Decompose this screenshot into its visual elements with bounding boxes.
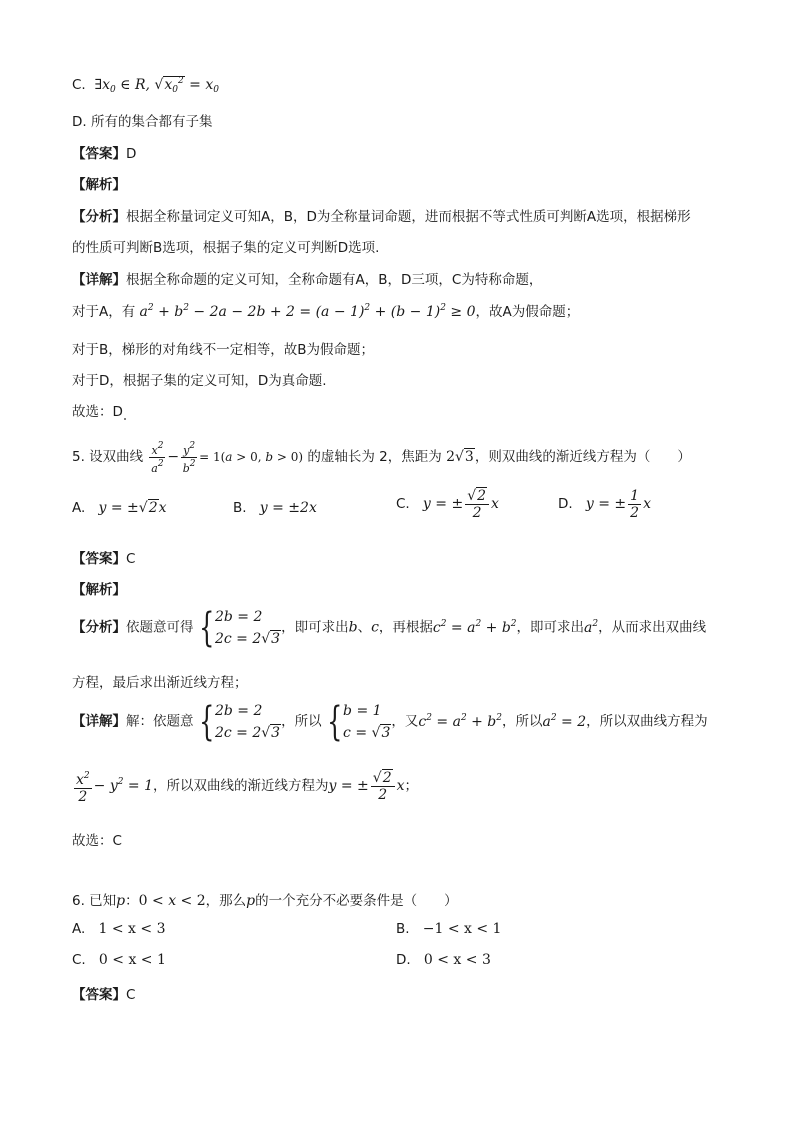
q4-xiangjie-line1: 【详解】根据全称命题的定义可知，全称命题有A，B，D三项，C为特称命题， — [72, 272, 543, 288]
q6-option-a: A. 1 < x < 3 — [72, 921, 166, 937]
q6-option-b: B. −1 < x < 1 — [396, 921, 502, 937]
q4-option-d: D. 所有的集合都有子集 — [72, 114, 213, 130]
q5-frac-y: $\frac{y^2}{b^2}$ — [182, 441, 196, 475]
q6-option-d: D. 0 < x < 3 — [396, 952, 491, 968]
q4-fenxi-line2: 的性质可判断B选项，根据子集的定义可判断D选项. — [72, 240, 380, 256]
q4-case-a: 对于A，有 $a^2 + b^2 - 2a - 2b + 2 = (a - 1)^2 + (b - 1)^2 \ge 0$，故A为假命题； — [72, 303, 580, 320]
q5-option-c: C. y = ± $\frac{√2}{2}$ x — [396, 488, 499, 521]
stray-dot — [124, 418, 126, 420]
q5-option-d: D. y = ± $\frac{1}{2}$ x — [558, 488, 651, 521]
q4-analysis-heading: 【解析】 — [72, 177, 126, 193]
q4-option-c: C. $\exists x_0$ ∈ R, $√x_0^2 = x_0$ — [72, 76, 219, 95]
q5-fenxi-line1: 【分析】依题意可得 { 2b = 2 2c = 2√3 ，即可求出b、c，再根据$c^2 = a^2 + b^2$，即可求出$a^2$，从而求出双曲线 — [72, 605, 707, 651]
q5-stem: 5. 设双曲线 $\frac{x^2}{a^2}$ − $\frac{y^2}{b^2}$ = 1(a > 0, b > 0) 的虚轴长为 2，焦距为 2√3，则双曲线的渐近线方程为（ ） — [72, 441, 691, 475]
q4-case-d: 对于D，根据子集的定义可知，D为真命题. — [72, 373, 327, 389]
q5-fenxi-system: 2b = 2 2c = 2√3 — [214, 609, 281, 647]
q4-case-b: 对于B，梯形的对角线不一定相等，故B为假命题； — [72, 342, 375, 358]
q5-xiangjie-line2: $\frac{x^2}{2}$ − $y^2 = 1$，所以双曲线的渐近线方程为y = ± $\frac{√2}{2}$ x； — [76, 770, 419, 805]
q5-fenxi-line2: 方程，最后求出渐近线方程； — [72, 675, 248, 691]
q4-fenxi-line1: 【分析】根据全称量词定义可知A，B，D为全称量词命题，进而根据不等式性质可判断A选项，根据梯形 — [72, 209, 691, 225]
q6-option-c: C. 0 < x < 1 — [72, 952, 166, 968]
q5-choose: 故选：C — [72, 833, 122, 849]
q4-choose: 故选：D — [72, 404, 123, 420]
q4-answer: 【答案】D — [72, 146, 137, 162]
q4-option-c-expr: $\exists x_0$ ∈ R, $√x_0^2 = x_0$ — [90, 76, 219, 95]
q5-analysis-heading: 【解析】 — [72, 582, 126, 598]
q5-xj-system1: 2b = 2 2c = 2√3 — [214, 703, 281, 741]
q5-frac-x: $\frac{x^2}{a^2}$ — [151, 441, 164, 475]
q6-answer: 【答案】C — [72, 987, 136, 1003]
q5-answer: 【答案】C — [72, 551, 136, 567]
q4-case-a-expr: $a^2 + b^2 - 2a - 2b + 2 = (a - 1)^2 + (b - 1)^2 \ge 0$ — [139, 303, 476, 320]
q5-xj-system2: b = 1 c = √3 — [343, 703, 391, 741]
q5-xiangjie-line1: 【详解】解：依题意 { 2b = 2 2c = 2√3 ，所以 { b = 1 c = √3 ，又$c^2 = a^2 + b^2$，所以$a^2 = 2$，所以双曲线方程为 — [72, 699, 708, 745]
q5-option-a: A. y = ±√2x — [72, 500, 167, 516]
q6-stem: 6. 已知p：0 < x < 2，那么p的一个充分不必要条件是（ ） — [72, 893, 458, 909]
q5-option-b: B. y = ±2x — [233, 500, 317, 516]
